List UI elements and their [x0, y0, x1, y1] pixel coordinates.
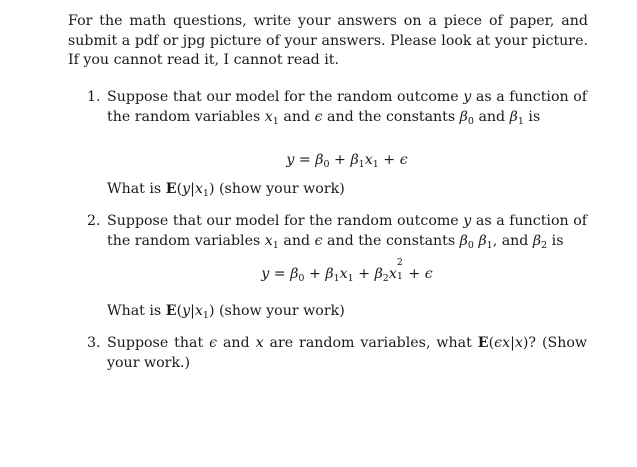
question-2-equation: $y = \beta_0 + \beta_1x_1 + \beta_2x$ 2 1 + ϵ — [261, 257, 433, 284]
question-3-text: Suppose that ϵ and x are random variables, what E(ϵx|x)? (Show your work.) — [107, 335, 588, 371]
question-1-follow-up: What is $E(y|x_1)$ (show your work) — [107, 181, 345, 199]
question-1-equation: $y = \beta_0 + \beta_1x_1 + \epsilon$ — [286, 152, 408, 170]
question-2-number: 2. — [87, 213, 101, 229]
question-2-follow-up: What is $E(y|x_1)$ (show your work) — [107, 303, 345, 321]
instructions-paragraph: For the math questions, write your answers on a piece of paper, and submit a pdf or jpg picture of your answers. Please look at your picture. If you cannot read it, I cannot read it. — [68, 13, 588, 68]
question-3-number: 3. — [87, 335, 101, 351]
question-1-text: Suppose that our model for the random outcome y as a function of the random variables $x_1$ and ϵ and the constants $\beta_0$ and $\beta_1$ is — [107, 89, 587, 127]
question-1-number: 1. — [87, 89, 101, 105]
question-2-text: Suppose that our model for the random outcome y as a function of the random variables $x_1$ and ϵ and the constants $\beta_0$ $\beta_1$, and $\beta_2$ is — [107, 213, 587, 251]
